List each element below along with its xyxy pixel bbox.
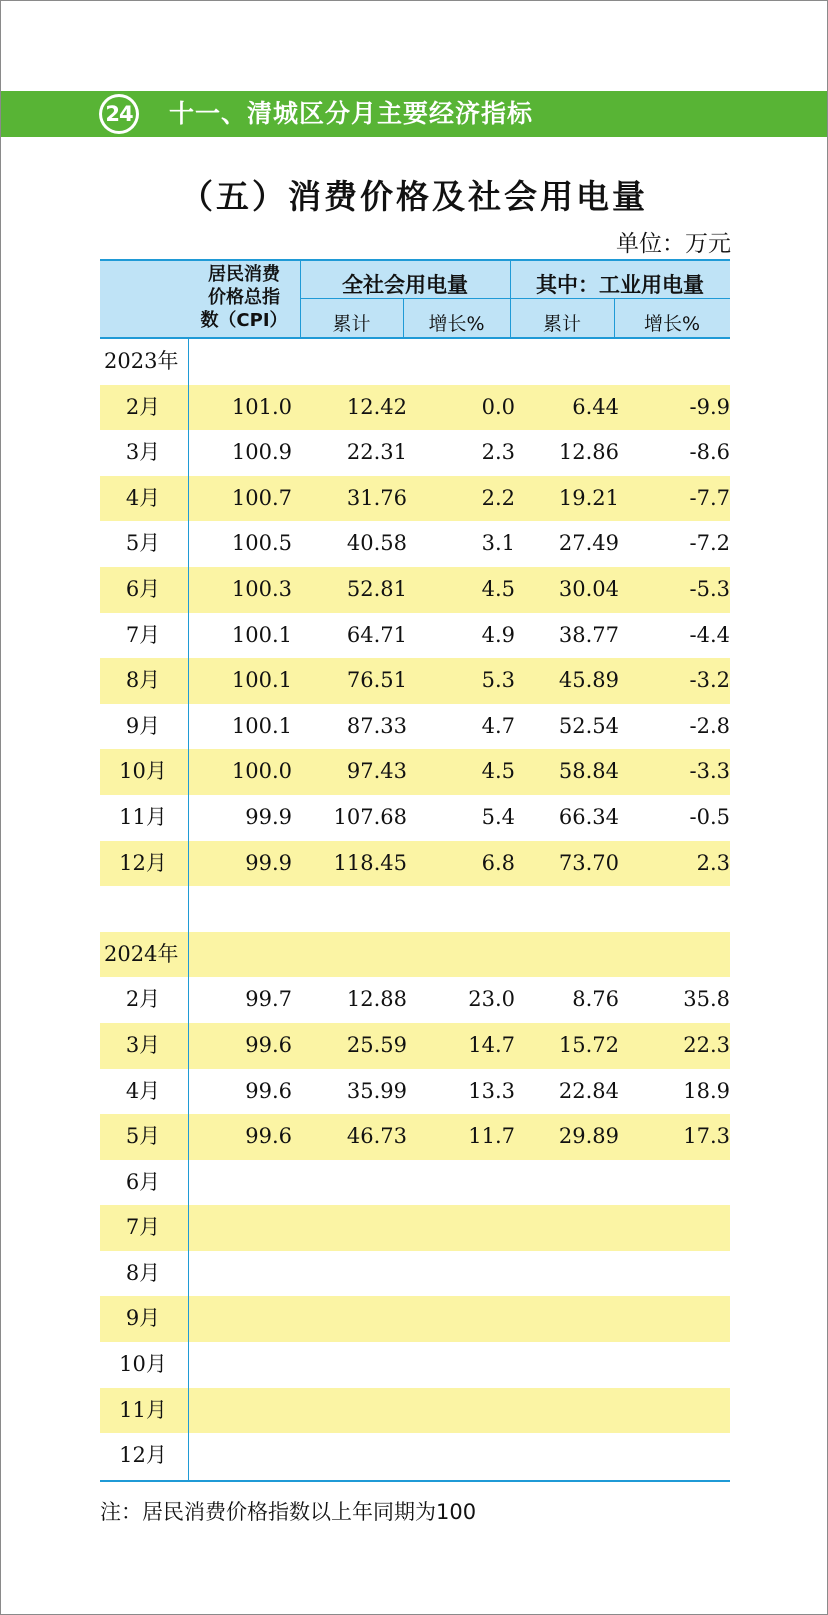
header-industrial-electricity: 其中：工业用电量	[536, 273, 704, 297]
cell-industrial-cumulative: 19.21	[558, 485, 619, 510]
month-label: 7月	[125, 622, 161, 647]
month-label: 12月	[119, 850, 167, 875]
cell-total-growth: 4.7	[481, 713, 515, 738]
cell-cpi: 100.9	[231, 440, 292, 465]
cell-total-cumulative: 31.76	[346, 485, 407, 510]
month-label: 11月	[119, 1397, 167, 1422]
cell-total-cumulative: 12.88	[346, 987, 407, 1012]
cell-industrial-growth: -9.9	[689, 394, 730, 419]
cell-industrial-growth: -5.3	[689, 576, 730, 601]
table-row	[100, 1251, 730, 1297]
year-row	[100, 932, 730, 978]
month-label: 2月	[125, 394, 161, 419]
month-label: 8月	[125, 668, 161, 693]
header-total-cumulative: 累计	[332, 313, 371, 335]
month-label: 8月	[125, 1260, 161, 1285]
section-banner	[1, 91, 827, 137]
data-table	[100, 259, 730, 1479]
cell-industrial-cumulative: 8.76	[572, 987, 619, 1012]
cell-total-growth: 0.0	[481, 394, 515, 419]
cell-total-growth: 5.3	[481, 668, 515, 693]
cell-total-cumulative: 46.73	[346, 1124, 407, 1149]
cell-industrial-cumulative: 6.44	[572, 394, 619, 419]
cell-total-cumulative: 25.59	[346, 1032, 407, 1057]
table-title: （五）消费价格及社会用电量	[180, 177, 648, 216]
label-column-rule	[188, 339, 189, 1481]
cell-total-cumulative: 107.68	[333, 804, 407, 829]
cell-cpi: 100.7	[231, 485, 292, 510]
page-number-badge	[99, 94, 139, 134]
cell-industrial-growth: -7.7	[689, 485, 730, 510]
cell-cpi: 100.1	[231, 713, 292, 738]
table-row	[100, 795, 730, 841]
table-row	[100, 1296, 730, 1342]
cell-industrial-growth: 35.8	[683, 987, 730, 1012]
month-label: 5月	[125, 531, 161, 556]
cell-industrial-cumulative: 45.89	[558, 668, 619, 693]
page-number: 24	[102, 97, 136, 131]
cell-cpi: 100.0	[231, 759, 292, 784]
table-row	[100, 1160, 730, 1206]
cell-cpi: 99.6	[245, 1078, 292, 1103]
table-row	[100, 385, 730, 431]
unit-label: 单位：万元	[616, 231, 731, 257]
cell-total-cumulative: 52.81	[346, 576, 407, 601]
table-row	[100, 476, 730, 522]
month-label: 6月	[125, 576, 161, 601]
table-row	[100, 1069, 730, 1115]
cell-total-cumulative: 97.43	[346, 759, 407, 784]
table-row	[100, 1342, 730, 1388]
month-label: 11月	[119, 804, 167, 829]
cell-cpi: 100.5	[231, 531, 292, 556]
cell-industrial-cumulative: 66.34	[558, 804, 619, 829]
month-label: 10月	[119, 1352, 167, 1377]
cell-industrial-cumulative: 52.54	[558, 713, 619, 738]
header-divider	[403, 299, 404, 339]
table-row	[100, 430, 730, 476]
cell-total-growth: 14.7	[468, 1032, 515, 1057]
cell-industrial-growth: 2.3	[696, 850, 730, 875]
cell-industrial-cumulative: 38.77	[558, 622, 619, 647]
month-label: 4月	[125, 1078, 161, 1103]
table-header	[100, 259, 730, 339]
cell-total-growth: 3.1	[481, 531, 515, 556]
cell-industrial-cumulative: 12.86	[558, 440, 619, 465]
header-industrial-cumulative: 累计	[542, 313, 581, 335]
table-row	[100, 1114, 730, 1160]
cell-industrial-growth: -8.6	[689, 440, 730, 465]
cell-total-growth: 4.5	[481, 576, 515, 601]
cell-total-growth: 6.8	[481, 850, 515, 875]
month-label: 12月	[119, 1443, 167, 1468]
table-row	[100, 567, 730, 613]
cell-industrial-cumulative: 29.89	[558, 1124, 619, 1149]
cell-total-growth: 13.3	[468, 1078, 515, 1103]
table-row	[100, 658, 730, 704]
cell-cpi: 99.6	[245, 1032, 292, 1057]
month-label: 9月	[125, 1306, 161, 1331]
cell-industrial-growth: -2.8	[689, 713, 730, 738]
cell-cpi: 99.9	[245, 850, 292, 875]
cell-industrial-cumulative: 30.04	[558, 576, 619, 601]
table-row	[100, 521, 730, 567]
cell-total-growth: 23.0	[468, 987, 515, 1012]
month-label: 2月	[125, 987, 161, 1012]
header-total-electricity: 全社会用电量	[342, 273, 468, 297]
month-label: 10月	[119, 759, 167, 784]
month-label: 5月	[125, 1124, 161, 1149]
cell-industrial-growth: -3.3	[689, 759, 730, 784]
cell-total-growth: 5.4	[481, 804, 515, 829]
cell-total-cumulative: 87.33	[346, 713, 407, 738]
month-label: 6月	[125, 1169, 161, 1194]
month-label: 4月	[125, 485, 161, 510]
table-row	[100, 841, 730, 887]
cell-total-cumulative: 35.99	[346, 1078, 407, 1103]
year-label: 2023年	[104, 349, 179, 373]
spacer-row	[100, 886, 730, 932]
table-bottom-rule	[100, 1480, 730, 1482]
table-row	[100, 704, 730, 750]
cell-industrial-cumulative: 58.84	[558, 759, 619, 784]
table-row	[100, 1433, 730, 1479]
cell-total-cumulative: 76.51	[346, 668, 407, 693]
header-divider	[614, 299, 615, 339]
cell-cpi: 100.1	[231, 668, 292, 693]
cell-industrial-cumulative: 15.72	[558, 1032, 619, 1057]
month-label: 3月	[125, 1032, 161, 1057]
section-title: 十一、清城区分月主要经济指标	[169, 99, 534, 128]
year-row	[100, 339, 730, 385]
cell-industrial-growth: -4.4	[689, 622, 730, 647]
cell-total-cumulative: 64.71	[346, 622, 407, 647]
cell-total-cumulative: 40.58	[346, 531, 407, 556]
cell-industrial-growth: 22.3	[683, 1032, 730, 1057]
cell-cpi: 101.0	[231, 394, 292, 419]
header-divider	[300, 261, 301, 339]
cell-total-growth: 4.9	[481, 622, 515, 647]
table-row	[100, 1205, 730, 1251]
cell-total-growth: 2.2	[481, 485, 515, 510]
table-row	[100, 1388, 730, 1434]
footnote: 注：居民消费价格指数以上年同期为100	[100, 1500, 477, 1524]
header-total-growth: 增长%	[428, 313, 485, 335]
table-body	[100, 339, 730, 1479]
cell-industrial-growth: 17.3	[683, 1124, 730, 1149]
month-label: 3月	[125, 440, 161, 465]
header-divider	[510, 261, 511, 339]
cell-total-growth: 4.5	[481, 759, 515, 784]
cell-cpi: 99.9	[245, 804, 292, 829]
cell-total-cumulative: 12.42	[346, 394, 407, 419]
cell-total-cumulative: 22.31	[346, 440, 407, 465]
cell-industrial-cumulative: 73.70	[558, 850, 619, 875]
cell-cpi: 100.1	[231, 622, 292, 647]
month-label: 9月	[125, 713, 161, 738]
cell-total-cumulative: 118.45	[333, 850, 407, 875]
cell-industrial-growth: 18.9	[683, 1078, 730, 1103]
header-divider	[300, 298, 730, 299]
header-industrial-growth: 增长%	[643, 313, 701, 335]
cell-cpi: 100.3	[231, 576, 292, 601]
year-label: 2024年	[104, 941, 179, 966]
cell-industrial-cumulative: 22.84	[558, 1078, 619, 1103]
cell-total-growth: 11.7	[468, 1124, 515, 1149]
cell-cpi: 99.7	[245, 987, 292, 1012]
cell-industrial-growth: -7.2	[689, 531, 730, 556]
table-row	[100, 977, 730, 1023]
cell-cpi: 99.6	[245, 1124, 292, 1149]
cell-industrial-growth: -0.5	[689, 804, 730, 829]
cell-industrial-cumulative: 27.49	[558, 531, 619, 556]
header-cpi: 居民消费 价格总指 数（CPI）	[200, 264, 288, 331]
month-label: 7月	[125, 1215, 161, 1240]
cell-industrial-growth: -3.2	[689, 668, 730, 693]
cell-total-growth: 2.3	[481, 440, 515, 465]
table-row	[100, 613, 730, 659]
table-row	[100, 1023, 730, 1069]
table-row	[100, 749, 730, 795]
